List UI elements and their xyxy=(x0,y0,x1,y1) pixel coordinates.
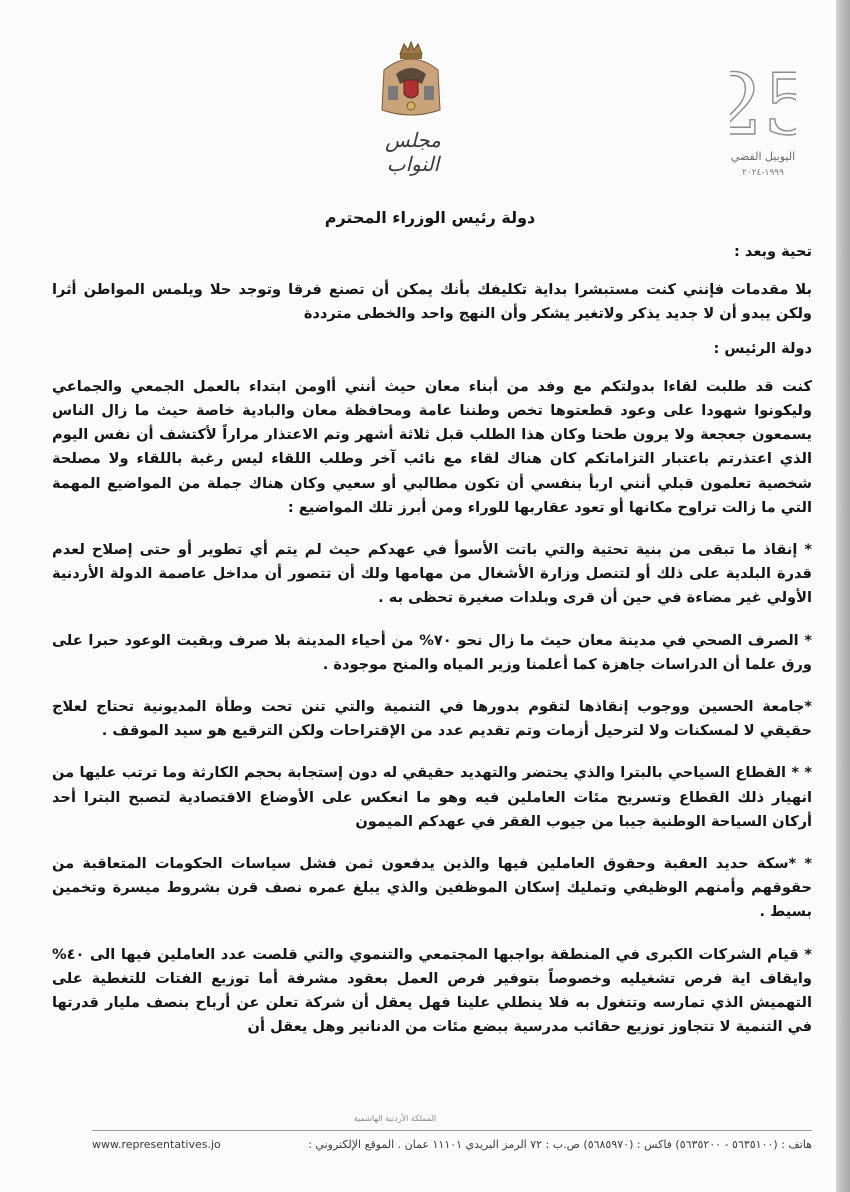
letter-item-university: *جامعة الحسين ووجوب إنقاذها لتقوم بدورها في التنمية والتي تنن تحت وطأة المديونية تحتاج لعلاج حقيقي لا لمسكنات ولا لترحيل أزمات وتم تقديم عدد من الإقتراحات ولكن الترقيع هو سيد الموقف . xyxy=(52,698,812,740)
letter-item-companies: * قيام الشركات الكبرى في المنطقة بواجبها المجتمعي والتنموي والتي قلصت عدد العاملين فيها الى ٤٠% وايقاف اية فرص تشغيليه وخصوصاً بتوفير فرص العمل بعقود مشرفة أما توزيع الفتات للتغطية على التهميش الذي تمارسه وتتغول به فلا ينطلي علينا فهل يعقل أن شركة تعلن عن أرباح بنصف مليار قدرتها في التنمية لا تتجاوز توزيع حقائب مدرسية ببضع مئات من الدنانير وهل يعقل أن xyxy=(52,945,812,1036)
letter-item-infrastructure: * إنقاذ ما تبقى من بنية تحتية والتي باتت الأسوأ في عهدكم حيث لم يتم أي تطوير أو حتى إصلاح لعدم قدرة البلدية على ذلك أو لتنصل وزارة الأشغال من مهامها ولك أن تتصور أن مداخل عاصمة الدولة الأردنية الأولي غير مضاءة في حين أن قرى وبلدات صغيرة تحظى به . xyxy=(52,541,812,607)
jubilee-label: اليوبيل الفضي xyxy=(730,150,796,163)
jubilee-number: 25 xyxy=(730,56,796,150)
jubilee-years: ١٩٩٩-٢٠٢٤ xyxy=(742,168,784,178)
footer xyxy=(92,1138,812,1151)
letter-address: دولة الرئيس : xyxy=(713,339,812,357)
letter-item-sewage: * الصرف الصحي في مدينة معان حيث ما زال نحو ٧٠% من أحياء المدينة بلا صرف وبقيت الوعود حبرا على ورق علما أن الدراسات جاهزة كما أعلمنا وزير المياه والمنح موجودة . xyxy=(52,631,812,673)
letter-body xyxy=(52,240,812,1057)
footer-contact: هاتف : (٥٦٣٥١٠٠ - ٥٦٣٥٢٠٠) فاكس : (٥٦٨٥٩٧٠) ص.ب : ٧٢ الرمز البريدي ١١١٠١ عمان . الموقع الإلكتروني : xyxy=(308,1138,812,1151)
letter-intro: بلا مقدمات فإنني كنت مستبشرا بداية تكليفك بأنك يمكن أن تصنع فرقا وتوجد حلا ويلمس المواطن أثرا ولكن يبدو أن لا جديد يذكر ولاتغير يشكر وأن النهج واحد والخطى مترددة xyxy=(52,281,812,323)
silver-jubilee-logo xyxy=(730,38,796,188)
footer-stamp: المملكة الأردنية الهاشمية xyxy=(353,1114,437,1123)
letter-greeting: تحية وبعد : xyxy=(733,243,812,260)
letter-item-railway: * *سكة حديد العقبة وحقوق العاملين فيها والذين يدفعون ثمن فشل سياسات الحكومات المتعاقبة من حقوقهم وأمنهم الوظيفي وتمليك إسكان الموظفين والذي يبلغ عمره نصف قرن بشروط ميسرة وتخمين بسيط . xyxy=(52,855,812,921)
footer-divider xyxy=(92,1130,812,1131)
scan-edge xyxy=(836,0,850,1192)
footer-website: www.representatives.jo xyxy=(92,1138,221,1151)
letter-item-tourism: * * القطاع السياحي بالبترا والذي يحتضر والتهديد حقيقي له دون إستجابة بحجم الكارثة وما ترتب عليها من انهيار ذلك القطاع وتسريح مئات العاملين فيه وهو ما انعكس على الأوضاع الاقتصادية لتصبح البترا أحد أركان السياحة الوطنية جيبا من جيوب الفقر في عهدكم الميمون xyxy=(52,764,812,830)
letter-main-paragraph: كنت قد طلبت لقاءا بدولتكم مع وفد من أبناء معان حيث أنني أاومن ابتداء بالعمل الجمعي والجماعي وليكونوا شهودا على وعود قطعتوها تخص وطننا عامة ومحافظة معان والبادية خاصة حيث ما زال الناس يسمعون جعجعة ولا يرون طحنا وكان هذا الطلب قبل ثلاثة أشهر وتم الاعتذار مراراً لأكتشف أن نفس اليوم الذي اعتذرتم باعتبار التزاماتكم كان هناك لقاء مع نائب آخر وطلب اللقاء ليس رغبة باللقاء ولا مصلحة شخصية تعلمون قبلي أنني اربأ بنفسي أن تكون مطالبي أو سعيي وكان هناك جملة من المواضيع المهمة التي ما زالت تراوح مكانها أو تعود عقاربها للوراء ومن أبرز تلك المواضيع : xyxy=(52,377,812,516)
coat-of-arms-icon xyxy=(376,40,446,120)
letter-recipient: دولة رئيس الوزراء المحترم xyxy=(324,208,536,227)
parliament-logo-text: مجلس النواب xyxy=(385,128,441,176)
